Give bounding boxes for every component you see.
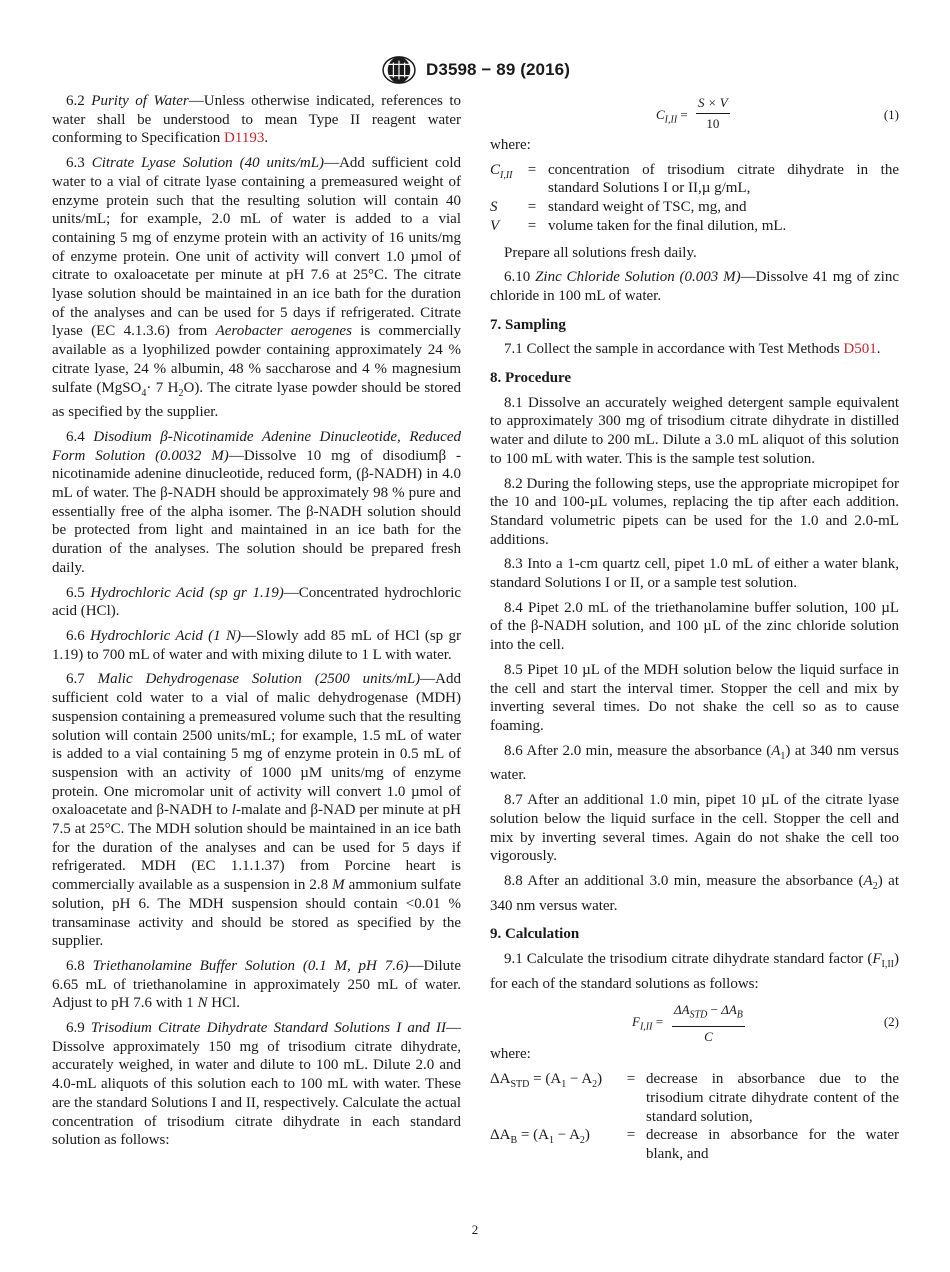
equation-1: [490, 92, 899, 136]
astm-logo-icon: [380, 55, 418, 85]
heading-procedure: 8. Procedure: [490, 370, 572, 387]
section-6-7: 6.7 Malic Dehydrogenase Solution (2500 units/mL)—Add sufficient cold water to a vial of malic dehydrogenase (MDH) suspension containing a premeasured volume such that the resulting solution will contain 2500 units/mL; for example, 1.5 mL of water is added to a vial containing 5 mg of enzyme protein in 0.5 mL of suspension with an activity of 1000 µM units/mg of enzyme protein. One micromolar unit of activity will convert 1.0 µmol of oxaloacetate and β-NADH to l-malate and β-NAD per minute at pH 7.5 at 25°C. The MDH solution should be maintained in an ice bath for the duration of the analyses and can be used for 5 days if refrigerated. MDH (EC 1.1.1.37) from Porcine heart is commercially available as a suspension in 2.8 M ammonium sulfate solution, pH 6. The MDH suspension should contain <0.01 % transaminase activity and should be stored as specified by the supplier.: [52, 671, 462, 950]
section-6-8: 6.8 Triethanolamine Buffer Solution (0.1 M, pH 7.6)—Dilute 6.65 mL of triethanolamine in approximately 250 mL of water. Adjust to pH 7.6 with 1 N HCl.: [52, 957, 461, 1012]
heading-sampling: 7. Sampling: [490, 316, 566, 333]
equation-1-fraction: $\frac{S \times V}{10}$: [698, 95, 728, 131]
section-6-5: 6.5 Hydrochloric Acid (sp gr 1.19)—Concentrated hydrochloric acid (HCl).: [52, 584, 462, 620]
equation-2-fraction: $\Delta A_{STD} - \Delta A_B$ C: [674, 1002, 743, 1044]
section-9-1: 9.1 Calculate the trisodium citrate dihydrate standard factor $(F_{I,II})$ for each of the standard solutions as follows:: [490, 951, 899, 992]
section-8-3: 8.3 Into a 1-cm quartz cell, pipet 1.0 mL of either a water blank, standard Solutions I or II, or a sample test solution.: [490, 556, 899, 592]
definition-delta-a-b: $\Delta A_B = (A_1 - A_2)$ = decrease in absorbance for the water blank, and: [490, 1127, 899, 1162]
definition-list-1: [490, 161, 899, 236]
definition-s: S = standard weight of TSC, mg, and: [490, 199, 747, 216]
equation-2: [490, 999, 899, 1045]
equation-2-lhs: $F_{I,II}$ =: [632, 1014, 664, 1034]
page-number: 2: [471, 1222, 479, 1237]
prepare-note: Prepare all solutions fresh daily.: [504, 244, 697, 261]
section-8-8: 8.8 After an additional 3.0 min, measure the absorbance $(A_2)$ at 340 nm versus water.: [490, 872, 899, 914]
page-header: [0, 56, 950, 84]
section-6-6: 6.6 Hydrochloric Acid (1 N)—Slowly add 85 mL of HCl (sp gr 1.19) to 700 mL of water and with mixing dilute to 1 L with water.: [52, 627, 461, 663]
section-6-4: 6.4 Disodium β-Nicotinamide Adenine Dinucleotide, Reduced Form Solution (0.0032 M)—Dissolve 10 mg of disodiumβ -nicotinamide adenine dinucleotide, reduced form, (β-NADH) in 4.0 mL of water. The β-NADH should be approximately 98 % pure and essentially free of the alpha isomer. The β-NADH solution should be protected from light and maintained in an ice bath for the duration of the analyses. The solution should be prepared fresh daily.: [52, 428, 461, 576]
right-column: [490, 92, 899, 1172]
section-7-1: 7.1 Collect the sample in accordance with Test Methods D501.: [504, 341, 881, 358]
section-8-5: 8.5 Pipet 10 µL of the MDH solution below the liquid surface in the cell and start the interval timer. Stopper the cell and mix by inverting several times. Do not shake the cell so as to cause foaming.: [490, 661, 899, 734]
section-6-3: 6.3 Citrate Lyase Solution (40 units/mL)—Add sufficient cold water to a vial of citrate lyase containing a premeasured weight of enzyme protein such that the resulting solution will contain 40 units/mL; for example, 2.0 mL of water is added to a vial containing 5 mg of enzyme protein with an activity of 16 units/mg of enzyme protein. One unit of activity will convert 1.0 µmol of citrate to oxaloacetate per minute at pH 7.6 at 25°C. The citrate lyase solution should be maintained in an ice bath for the duration of the analyses and can be used for 5 days if refrigerated. Citrate lyase (EC 4.1.3.6) from Aerobacter aerogenes is commercially available as a lyophilized powder containing approximately 24 % citrate lyase, 24 % albumin, 48 % saccharose and 4 % magnesium sulfate (MgSO$_4$· 7 $H_2O$). The citrate lyase powder should be stored as specified by the supplier.: [52, 155, 462, 421]
section-8-4: 8.4 Pipet 2.0 mL of the triethanolamine buffer solution, 100 µL of the β-NADH solution, and 100 µL of the zinc chloride solution into the cell.: [490, 599, 899, 654]
section-6-10: 6.10 Zinc Chloride Solution (0.003 M)—Dissolve 41 mg of zinc chloride in 100 mL of water.: [490, 269, 900, 304]
where-label-1: where:: [490, 137, 531, 153]
section-6-9: 6.9 Trisodium Citrate Dihydrate Standard Solutions I and II—Dissolve approximately 150 mg of trisodium citrate dihydrate, accurately weighed, in water and dilute to 100 mL. Dilute 2.0 and 4.0-mL aliquots of this solution each to 100 mL with water. These are the standard Solutions I and II, respectively. Calculate the actual concentration of trisodium citrate dihydrate in each standard solution as follows:: [52, 1020, 462, 1149]
link-d501[interactable]: D501: [843, 341, 877, 358]
definition-list-2: [490, 1070, 899, 1164]
equation-2-number: (2): [883, 1014, 899, 1030]
equation-1-lhs: $C_{I,II}$ =: [656, 107, 688, 126]
definition-c: $C_{I,II}$ = concentration of trisodium citrate dihydrate in the standard Solutions I or II,µ g/mL,: [490, 161, 899, 197]
document-designation: D3598 − 89 (2016): [426, 60, 570, 79]
link-d1193[interactable]: D1193: [224, 130, 265, 147]
section-8-2: 8.2 During the following steps, use the appropriate micropipet for the 10 and 100-µL volumes, replacing the tip after each addition. Standard volumetric pipets can be used for the 1.0 and 2.0-mL additions.: [490, 475, 899, 548]
heading-calculation: 9. Calculation: [490, 926, 580, 943]
left-column: [52, 92, 461, 1156]
section-8-6: 8.6 After 2.0 min, measure the absorbance $(A_1)$ at 340 nm versus water.: [490, 742, 899, 784]
section-8-1: 8.1 Dissolve an accurately weighed detergent sample equivalent to approximately 300 mg of trisodium citrate dihydrate in distilled water and dilute to 200 mL. Dilute a 3.0 mL aliquot of this solution to 100 mL with water. This is the sample test solution.: [490, 394, 899, 467]
definition-v: V = volume taken for the final dilution, mL.: [490, 217, 787, 234]
where-label-2: where:: [490, 1046, 531, 1063]
definition-delta-a-std: $\Delta A_{STD} = (A_1 - A_2)$ = decrease in absorbance due to the trisodium citrate dihydrate content of the standard solution,: [490, 1071, 899, 1125]
section-6-2: 6.2 Purity of Water—Unless otherwise indicated, references to water shall be understood to mean Type II reagent water conforming to Specification D1193.: [52, 93, 461, 147]
section-8-7: 8.7 After an additional 1.0 min, pipet 10 µL of the citrate lyase solution below the liquid surface in the cell. Stopper the cell and mix by inverting several times. Again do not shake the cell too vigorously.: [490, 792, 899, 865]
equation-1-number: (1): [883, 107, 899, 122]
